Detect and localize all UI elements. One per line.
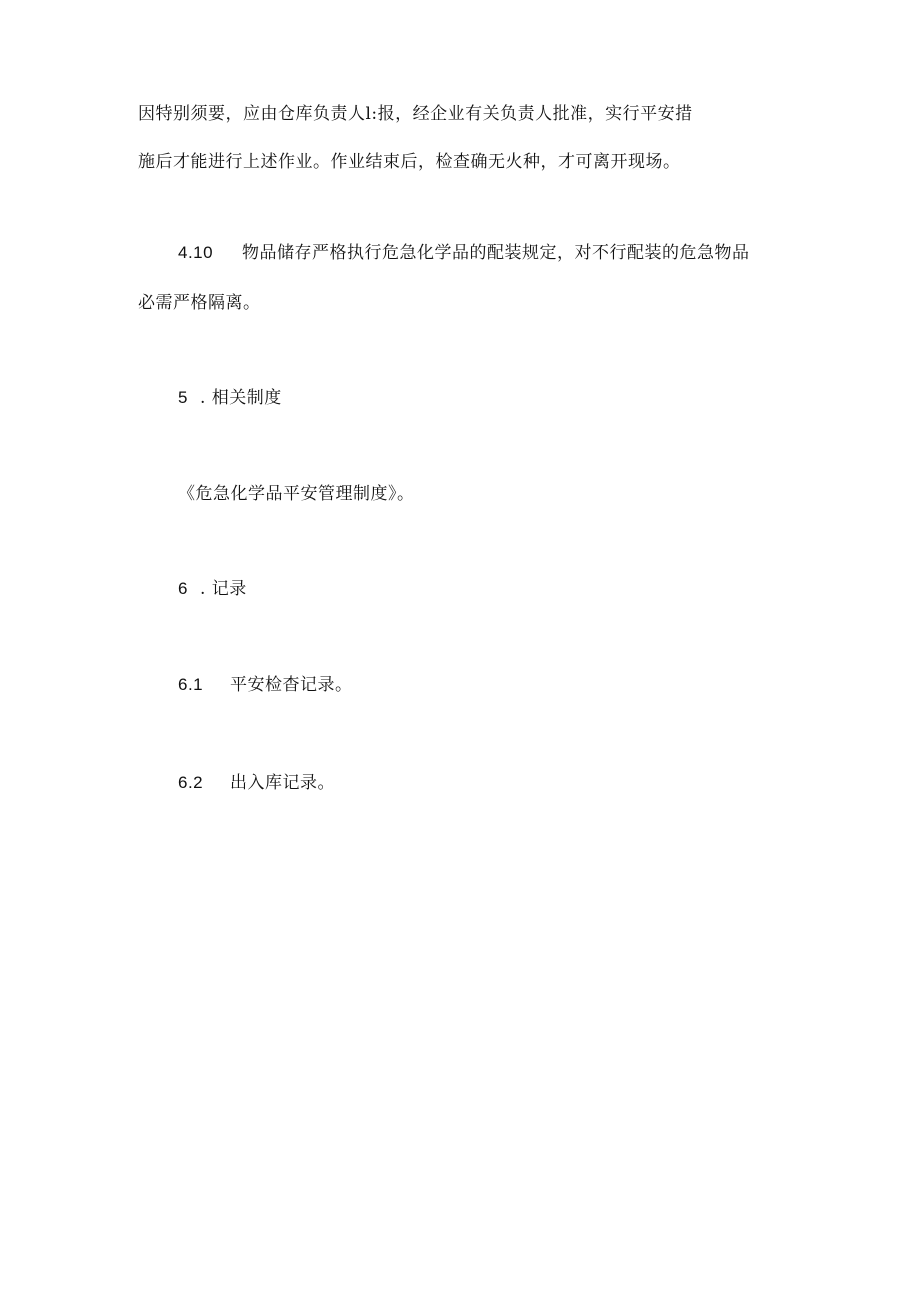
section-heading-5 <box>178 387 282 409</box>
paragraph-line: 因特别须要，应由仓库负责人l:报，经企业有关负责人批准，实行平安措 <box>138 104 693 124</box>
list-item <box>178 674 353 696</box>
clause-number: 4.10 <box>178 243 214 262</box>
item-number: 6.2 <box>178 773 204 792</box>
referenced-document: 《危急化学品平安管理制度》。 <box>178 484 415 504</box>
section-title: . 相关制度 <box>200 388 282 408</box>
paragraph-line: 必需严格隔离。 <box>138 293 261 313</box>
section-number: 6 <box>178 579 188 598</box>
clause-4-10 <box>178 242 750 264</box>
clause-text: 物品储存严格执行危急化学品的配装规定，对不行配装的危急物品 <box>242 243 750 263</box>
item-text: 出入库记录。 <box>230 773 335 793</box>
item-number: 6.1 <box>178 675 204 694</box>
list-item <box>178 772 335 794</box>
item-text: 平安检杳记录。 <box>230 675 353 695</box>
section-title: . 记录 <box>200 579 247 599</box>
section-heading-6 <box>178 578 247 600</box>
paragraph-line: 施后才能进行上述作业。作业结束后，检查确无火种，才可离开现场。 <box>138 152 681 172</box>
section-number: 5 <box>178 388 188 407</box>
